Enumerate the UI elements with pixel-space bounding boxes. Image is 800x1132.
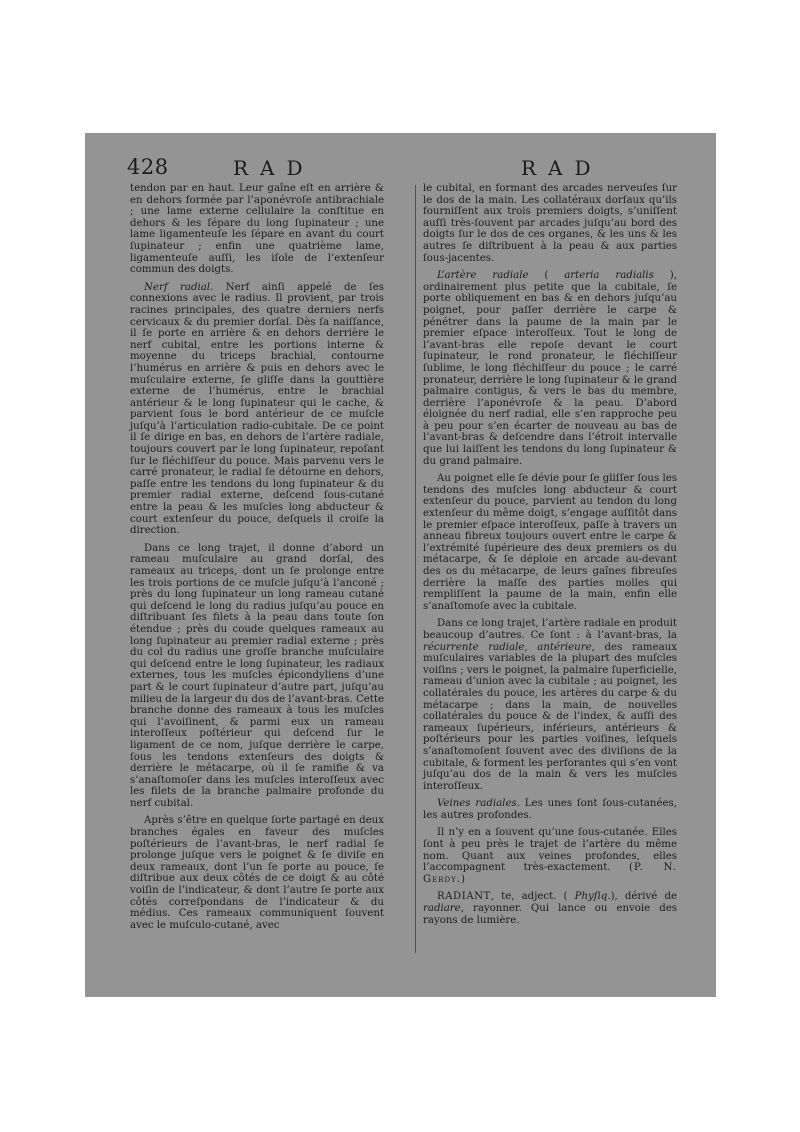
paragraph-nerf-radial [130,282,384,537]
latin-term: arteria radialis [564,270,654,282]
entry-title-radiant: RADIANT [437,891,491,903]
right-column [423,183,677,926]
author-signature: (P. N. Gerdy.) [423,862,677,885]
paragraph-tendon: tendon par en haut. Leur gaîne eſt en arrière & en dehors formée par l’aponévroſe antibrachiale ; une lame externe cellulaire la conſtitue en dehors & les ſépare du long ſupinateur ; une lame ligamenteuſe les ſépare en avant du court ſupinateur ; enfin une quatrième lame, ligamenteuſe auſſi, les iſole de l’extenſeur commun des doigts. [130,183,384,276]
entry-title-nerf-radial: Nerf radial. [144,281,214,293]
column-divider [415,185,416,953]
running-head-right: RAD [521,156,603,180]
left-column [130,183,384,931]
paragraph-radiant: RADIANT, te, adject. ( Phyſiq.), dérivé de radiare, rayonner. Qui lance ou envoie des rayons de lumière. [423,891,677,926]
entry-title-artere-radiale: L’artère radiale [437,270,529,282]
paragraph-artere-radiale: L’artère radiale ( arteria radialis ), ordinairement plus petite que la cubitale, ſe porte obliquement en bas & en dehors juſqu’au poignet, pour paſſer derrière le carpe & pénétrer dans la paume de la main par le premier eſpace interoſſeux. Tout le long de l’avant-bras elle repoſe devant le court ſupinateur, le rond pronateur, le fléchiſſeur ſublime, le long fléchiſſeur du pouce ; le carré pronateur, derrière le long ſupinateur & le grand palmaire contigus, & vers le bas du membre, derrière l’aponévroſe & la peau. D’abord éloignée du nerf radial, elle s’en rapproche peu à peu pour s’en écarter de nouveau au bas de l’avant-bras & deſcendre dans l’étroit intervalle que lui laiſſent les tendons du long ſupinateur & du grand palmaire. [423,270,677,467]
paragraph-text: ), ordinairement plus petite que la cubitale, ſe porte obliquement en bas & en dehors juſqu’au poignet, pour paſſer derrière le carpe & pénétrer dans la paume de la main par le premier eſpace interoſſeux. Tout le long de l’avant-bras elle repoſe devant le court ſupinateur, le rond pronateur, le fléchiſſeur ſublime, le long fléchiſſeur du pouce ; le carré pronateur, derrière le long ſupinateur & le grand palmaire contigus, & vers le bas du membre, derrière l’aponévroſe & la peau. D’abord éloignée du nerf radial, elle s’en rapproche peu à peu pour s’en écarter de nouveau au bas de l’avant-bras & deſcendre dans l’étroit intervalle que lui laiſſent les tendons du long ſupinateur & du grand palmaire. [423,270,677,467]
running-head-left: RAD [233,156,315,180]
entry-title-veines-radiales: Veines radiales. [437,798,520,810]
paragraph-veines: Veines radiales. Les unes ſont ſous-cutanées, les autres profondes. [423,798,677,821]
term-recurrente: récurrente radiale, antérieure [423,641,592,653]
scanned-page [85,133,716,997]
paragraph-apres: Après s’être en quelque ſorte partagé en deux branches égales en faveur des muſcles poſtérieurs de l’avant-bras, le nerf radial ſe prolonge juſque vers le poignet & ſe diviſe en deux rameaux, dont l’un ſe porte au pouce, ſe diſtribue aux deux côtés de ce doigt & au côté voiſin de l’indicateur, & dont l’autre ſe porte aux côtés correſpondans de l’indicateur & du médius. Ces rameaux communiquent ſouvent avec le muſculo-cutané, avec [130,815,384,931]
paragraph-branches: Dans ce long trajet, l’artère radiale en produit beaucoup d’autres. Ce ſont : à l’avant-bras, la récurrente radiale, antérieure, des rameaux muſculaires variables de la plupart des muſcles voiſins ; vers le poignet, la palmaire ſuperficielle, rameau d’union avec la cubitale ; au poignet, les collatérales du pouce, les artères du carpe & du métacarpe ; dans la main, de nouvelles collatérales du pouce & de l’index, & auſſi des rameaux ſupérieurs, inférieurs, antérieurs & poſtérieurs pour les parties voiſines, leſquels s’anaſtomoſent ſouvent avec des diviſions de la cubitale, & forment les perforantes qui s’en vont juſqu’au dos de la main & vers les muſcles interoſſeux. [423,618,677,792]
paragraph-text: Nerf ainſi appelé de ſes connexions avec le radius. Il provient, par trois racines principales, des quatre derniers nerfs cervicaux & du premier dorſal. Dès ſa naiſſance, il ſe porte en arrière & en dehors derrière le nerf cubital, entre les portions interne & moyenne du triceps brachial, contourne l’humérus en arrière & puis en dehors avec le muſculaire externe, ſe gliſſe dans la gouttière externe de l’humérus, entre le brachial antérieur & le long ſupinateur qui le cache, & parvient ſous le bord antérieur de ce muſcle juſqu’à l’articulation radio-cubitale. De ce point il ſe dirige en bas, en dehors de l’artère radiale, toujours couvert par le long ſupinateur, repoſant ſur le fléchiſſeur du pouce. Mais parvenu vers le carré pronateur, le radial ſe détourne en dehors, paſſe entre les tendons du long ſupinateur & du premier radial externe, deſcend ſous-cutané entre la peau & les muſcles long abducteur & court extenſeur du pouce, deſquels il croiſe la direction. [130,281,384,537]
paragraph-sous-cutanee: Il n’y en a ſouvent qu’une ſous-cutanée. Elles ſont à peu près le trajet de l’artère du même nom. Quant aux veines profondes, elles l’accompagnent très-exactement. (P. N. Gerdy.) [423,827,677,885]
paragraph-long-trajet: Dans ce long trajet, il donne d’abord un rameau muſculaire au grand dorſal, des rameaux au triceps, dont un ſe prolonge entre les trois portions de ce muſcle juſqu’à l’anconé ; près du long ſupinateur un long rameau cutané qui deſcend le long du radius juſqu’au pouce en diſtribuant ſes filets à la peau dans toute ſon étendue ; près du coude quelques rameaux au long ſupinateur au premier radial externe ; près du col du radius une groſſe branche muſculaire qui deſcend entre le long ſupinateur, les radiaux externes, tous les muſcles épicondyliens d’une part & le court ſupinateur d’autre part, juſqu’au milieu de la largeur du dos de l’avant-bras. Cette branche donne des rameaux à tous les muſcles qui l’avoiſinent, & parmi eux un rameau interoſſeux poſtérieur qui deſcend ſur le ligament de ce nom, juſque derrière le carpe, ſous les tendons extenſeurs des doigts & derrière le métacarpe, où il ſe ramifie & va s’anaſtomoſer dans les muſcles interoſſeux avec les filets de la branche palmaire profonde du nerf cubital. [130,542,384,809]
paragraph-poignet: Au poignet elle ſe dévie pour ſe gliſſer ſous les tendons des muſcles long abducteur & court extenſeur du pouce, parvient au tendon du long extenſeur du même doigt, s’engage auſſitôt dans le premier eſpace interoſſeux, paſſe à travers un anneau fibreux toujours ouvert entre le carpe & l’extrémité ſupérieure des deux premiers os du métacarpe, & ſe déploie en arcade au-devant des os du métacarpe, de leurs gaînes fibreuſes derrière la maſſe des parties molles qui rempliſſent la paume de la main, enfin elle s’anaſtomoſe avec la cubitale. [423,473,677,612]
page-header [85,155,716,185]
paragraph-cubital: le cubital, en formant des arcades nerveuſes ſur le dos de la main. Les collatéraux dorſaux qu’ils fourniſſent aux trois premiers doigts, s’uniſſent auſſi très-ſouvent par arcades juſqu’au bord des doigts ſur le dos de ces organes, & les uns & les autres ſe diſtribuent à la peau & aux parties ſous-jacentes. [423,183,677,264]
page-number: 428 [127,155,169,179]
